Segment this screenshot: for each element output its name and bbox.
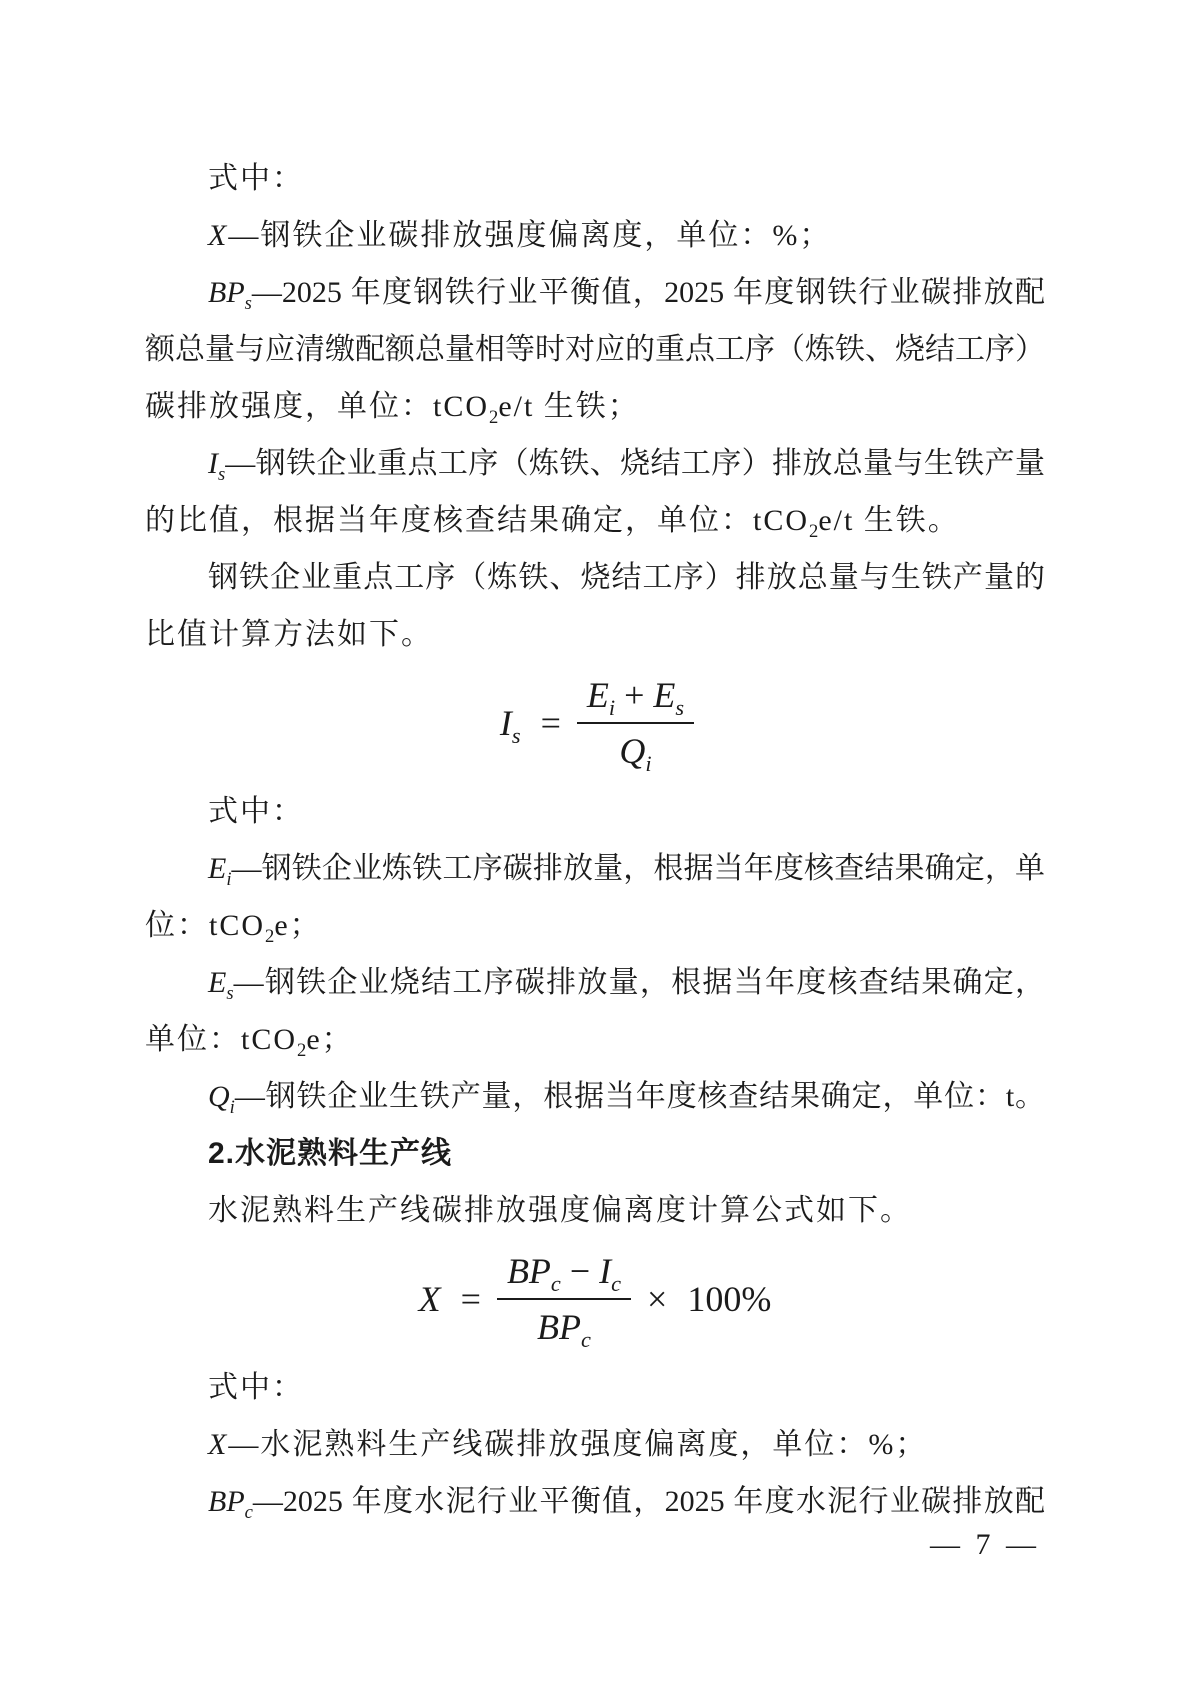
formula-cement-deviation-math	[409, 1250, 782, 1353]
document-body	[145, 150, 1045, 1530]
times-sign: ×	[647, 1279, 668, 1319]
equals-sign: =	[460, 1279, 481, 1319]
fraction-denominator: $BP_c$	[537, 1307, 591, 1353]
doc-line-is-definition: $I_s—$钢铁企业重点工序（炼铁、烧结工序）排放总量与生铁产量	[208, 447, 1045, 485]
doc-line-x-definition-steel: X—钢铁企业碳排放强度偏离度，单位：%；	[208, 219, 832, 252]
doc-line-ratio-intro-2: 比值计算方法如下。	[145, 618, 433, 651]
formula-steel-ratio-math	[490, 674, 700, 777]
fraction-numerator: $BP_c - I_c$	[497, 1250, 631, 1300]
doc-line-cement-intro: 水泥熟料生产线碳排放强度偏离度计算公式如下。	[208, 1194, 912, 1227]
formula-cement-deviation	[145, 1239, 1045, 1359]
doc-line-bps-continuation-1: 额总量与应清缴配额总量相等时对应的重点工序（炼铁、烧结工序）	[145, 333, 1045, 366]
doc-line-formula-intro: 式中：	[208, 162, 304, 195]
doc-line-formula-intro-3: 式中：	[208, 1371, 304, 1404]
doc-line-bps-continuation-2: 碳排放强度，单位：tCO$_2$e/t 生铁；	[145, 390, 640, 428]
doc-line-ei-definition: $E_i—$钢铁企业炼铁工序碳排放量，根据当年度核查结果确定，单	[208, 852, 1045, 890]
formula-lhs: $I_s$	[499, 703, 521, 749]
fraction-numerator: $E_i + E_s$	[577, 674, 694, 724]
formula-lhs: X	[418, 1279, 441, 1319]
fraction	[497, 1250, 631, 1353]
formula-steel-ratio	[145, 663, 1045, 783]
fraction-denominator: $Q_i$	[619, 731, 652, 777]
doc-line-x-definition-cement: X—水泥熟料生产线碳排放强度偏离度，单位：%；	[208, 1428, 928, 1461]
equals-sign: =	[540, 703, 561, 743]
section-heading-cement: 2.水泥熟料生产线	[208, 1137, 453, 1170]
doc-line-ratio-intro-1: 钢铁企业重点工序（炼铁、烧结工序）排放总量与生铁产量的	[208, 561, 1045, 594]
doc-line-es-continuation: 单位：tCO$_2$e；	[145, 1023, 354, 1061]
doc-line-bps-definition: $BP_s—2025$ 年度钢铁行业平衡值，2025 年度钢铁行业碳排放配	[208, 276, 1045, 314]
doc-line-formula-intro-2: 式中：	[208, 795, 304, 828]
page-number: — 7 —	[930, 1528, 1040, 1561]
percent-value: 100%	[687, 1279, 772, 1319]
doc-line-bpc-definition: $BP_c—2025$ 年度水泥行业平衡值，2025 年度水泥行业碳排放配	[208, 1485, 1045, 1523]
doc-line-es-definition: $E_s—$钢铁企业烧结工序碳排放量，根据当年度核查结果确定，	[208, 966, 1045, 1004]
doc-line-qi-definition: $Q_i—$钢铁企业生铁产量，根据当年度核查结果确定，单位：t。	[208, 1080, 1045, 1118]
doc-line-is-continuation: 的比值，根据当年度核查结果确定，单位：tCO$_2$e/t 生铁。	[145, 504, 960, 542]
fraction	[577, 674, 694, 777]
doc-line-ei-continuation: 位：tCO$_2$e；	[145, 909, 322, 947]
